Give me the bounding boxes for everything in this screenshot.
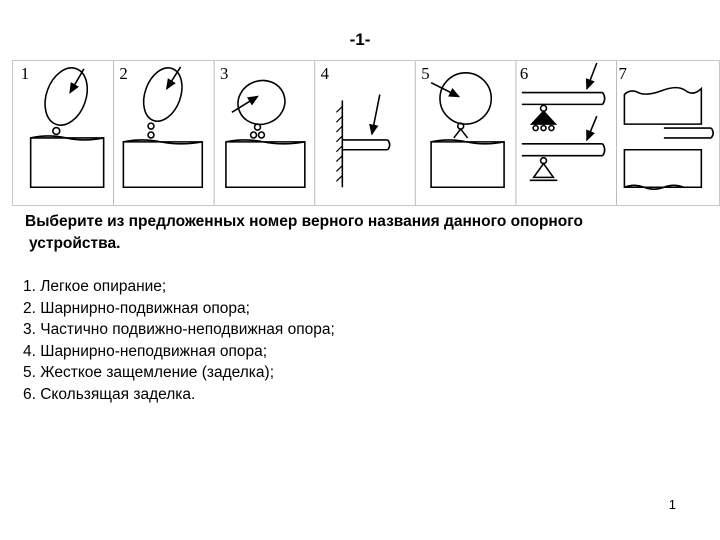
- diagram-7-wall-clamp: [624, 88, 713, 190]
- diagram-1-light-resting: [31, 62, 104, 187]
- answer-item: 4. Шарнирно-неподвижная опора;: [23, 342, 268, 360]
- diagram-2-roller-support: [123, 63, 202, 188]
- answer-item: 2. Шарнирно-подвижная опора;: [23, 299, 250, 317]
- slide-number: 1: [668, 497, 676, 512]
- support-diagrams-figure: [12, 60, 720, 206]
- question-line-1: Выберите из предложенных номер верного названия данного опорного: [25, 213, 583, 230]
- diagram-5-pinned-support: [431, 73, 504, 187]
- question-text: [25, 211, 695, 255]
- figure-label-7: 7: [618, 63, 627, 83]
- question-line-2: устройства.: [29, 235, 121, 252]
- answer-item: 1. Легкое опирание;: [23, 278, 167, 295]
- figure-label-1: 1: [20, 63, 30, 83]
- page-marker: -1-: [349, 30, 371, 49]
- answer-item: 5. Жесткое защемление (заделка);: [23, 364, 275, 381]
- figure-label-5: 5: [421, 63, 430, 83]
- answer-item: 6. Скользящая заделка.: [23, 385, 196, 403]
- diagram-6-sliding-clamp: [519, 63, 605, 180]
- diagram-4-fixed-clamp: [336, 95, 389, 188]
- figure-label-2: 2: [119, 63, 128, 83]
- figure-label-4: 4: [320, 63, 330, 83]
- support-diagrams-svg: [13, 61, 719, 205]
- answer-item: 3. Частично подвижно-неподвижная опора;: [23, 321, 335, 338]
- answer-list: [23, 276, 623, 405]
- figure-label-6: 6: [519, 63, 529, 83]
- diagram-3-partial-support: [226, 74, 305, 187]
- figure-label-3: 3: [220, 63, 229, 83]
